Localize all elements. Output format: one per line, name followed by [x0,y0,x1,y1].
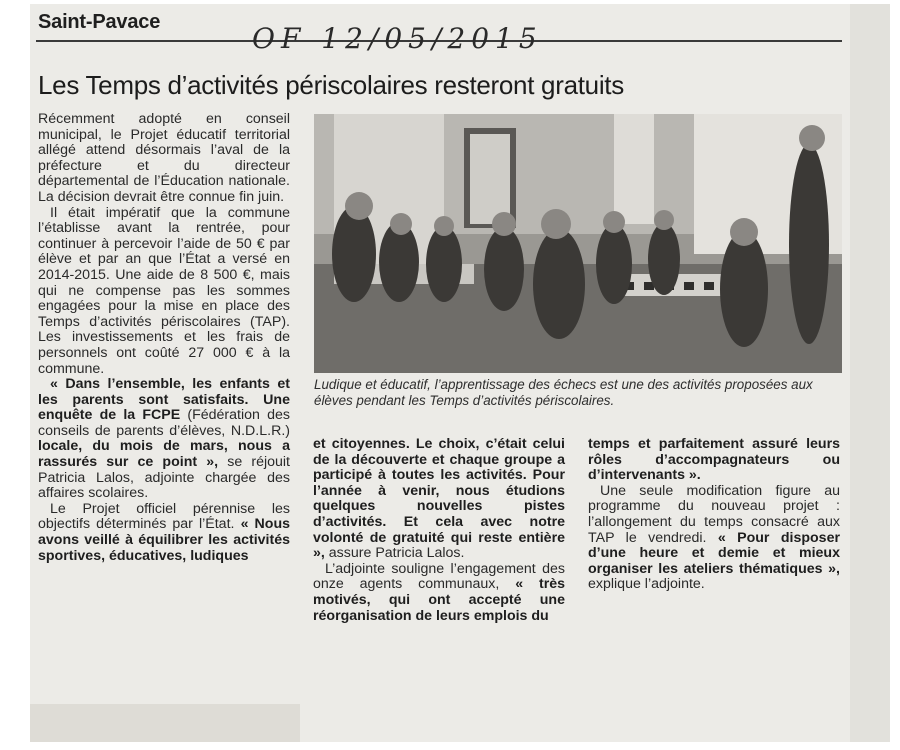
paragraph [38,377,290,502]
photo-caption: Ludique et éducatif, l’apprentissage des échecs est une des activités proposées aux élèves pendant les Temps d’activités périscolaires. [314,377,813,408]
paragraph [588,437,840,484]
adjacent-article-edge [850,4,890,742]
paragraph [313,437,565,562]
section-rubric: Saint-Pavace [38,11,161,33]
paragraph: Le Projet officiel pérennise les objectifs déterminés par l’État. « Nous avons veillé à équilibrer les activités sportives, éducatives, ludiques [38,500,291,564]
quote-text: temps et parfaitement assuré leurs rôles d’accompagnateurs ou d’intervenants ». [588,436,840,484]
quote-text: « très motivés, qui ont accepté une réorganisation de leurs emplois du [313,576,565,624]
quote-text: « Nous avons veillé à équilibrer les activités sportives, éducatives, ludiques [38,516,291,564]
handwritten-date-note: OF 12/05/2015 [252,22,543,55]
chess-class-photo [314,114,842,373]
article-photo [314,114,842,373]
attribution: assure Patricia Lalos. [328,545,465,562]
article-headline: Les Temps d’activités périscolaires resteront gratuits [38,70,624,100]
paragraph: Récemment adopté en conseil municipal, le Projet éducatif territorial allégé attend désormais l’aval de la préfecture et du directeur départemental de l’Éducation nationale. La décision devrait être connue fin juin. [38,111,290,205]
editor-note: (Fédération des conseils de parents d’élèves, N.D.L.R.) [38,407,290,439]
article-column-3 [588,437,840,593]
attribution: explique l’adjointe. [588,576,705,593]
paragraph: Il était impératif que la commune l’établisse avant la rentrée, pour continuer à percevoir l’aide de 50 € par élève et par an que l’État a versé en 2014-2015. Une aide de 8 500 €, mais qui ne compense pas les sommes engagées pour la mise en place des Temps d’activités périscolaires (TAP). Les investissements et les frais de personnels ont coûté 27 000 € à la commune. [38,204,290,377]
attribution: se réjouit Patricia Lalos, adjointe chargée des affaires scolaires. [38,454,290,502]
article-column-1 [38,112,290,564]
quote-text: et citoyennes. Le choix, c’était celui de la découverte et chaque groupe a participé à toutes les activités. Pour l’année à venir, nous étudions quelques nouvelles pistes d’activités. Et cela avec notre volonté de gratuité qui reste entière », [313,436,565,562]
paragraph: L’adjointe souligne l’engagement des onze agents communaux, « très motivés, qui ont accepté une réorganisation de leurs emplois du [313,560,565,624]
adjacent-article-fragment [30,704,300,742]
paragraph: Une seule modification figure au programme du nouveau projet : l’allongement du temps consacré aux TAP le vendredi. « Pour disposer d’une heure et demie et mieux organiser les ateliers thématiques », explique l’adjointe. [588,482,840,593]
article-column-2 [313,437,565,624]
quote-text: « Dans l’ensemble, les enfants et les parents sont satisfaits. Une enquête de la FCPE [38,376,290,424]
quote-text: locale, du mois de mars, nous a rassurés sur ce point », [38,438,290,471]
newspaper-clipping [30,4,890,742]
quote-text: « Pour disposer d’une heure et demie et mieux organiser les ateliers thématiques », [588,529,840,577]
